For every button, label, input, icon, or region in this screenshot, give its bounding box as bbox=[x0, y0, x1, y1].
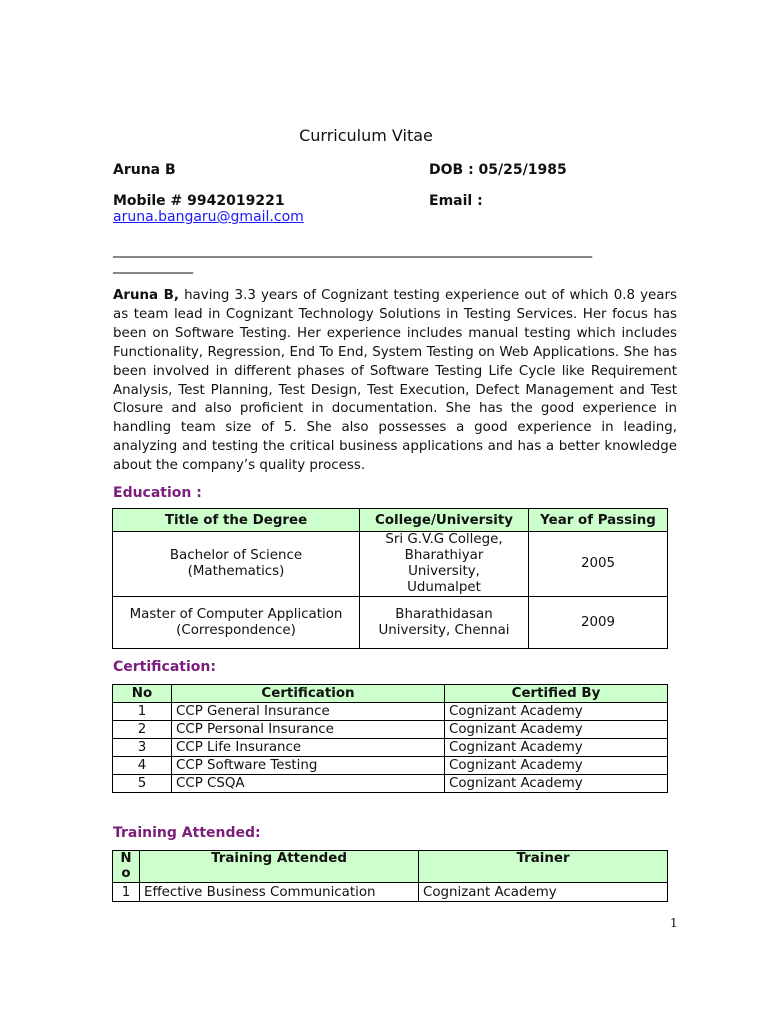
college-line: Bharathidasan bbox=[395, 606, 493, 622]
column-header-no-line: N bbox=[120, 851, 132, 866]
column-header: College/University bbox=[360, 509, 529, 532]
trainer-cell: Cognizant Academy bbox=[419, 883, 668, 902]
table-row bbox=[113, 703, 668, 721]
number-cell: 4 bbox=[113, 757, 172, 775]
email-link[interactable]: aruna.bangaru@gmail.com bbox=[113, 209, 304, 225]
degree-cell bbox=[113, 532, 360, 597]
separator-line: ________________________________________________________________________ bbox=[113, 242, 592, 258]
certified-by-cell: Cognizant Academy bbox=[445, 739, 668, 757]
education-table bbox=[112, 508, 668, 649]
number-cell: 3 bbox=[113, 739, 172, 757]
degree-line: (Mathematics) bbox=[187, 564, 285, 579]
table-row bbox=[113, 721, 668, 739]
candidate-name: Aruna B bbox=[113, 162, 176, 178]
year-cell: 2009 bbox=[529, 597, 668, 649]
degree-line: Bachelor of Science bbox=[169, 548, 303, 563]
education-heading: Education : bbox=[113, 485, 202, 501]
certified-by-cell: Cognizant Academy bbox=[445, 721, 668, 739]
table-row bbox=[113, 775, 668, 793]
email-label: Email : bbox=[429, 193, 483, 209]
column-header: No bbox=[113, 685, 172, 703]
table-header-row bbox=[113, 509, 668, 532]
certification-heading: Certification: bbox=[113, 659, 216, 675]
table-row bbox=[113, 739, 668, 757]
number-cell: 5 bbox=[113, 775, 172, 793]
summary-text: having 3.3 years of Cognizant testing experience out of which 0.8 years as team lead in Cognizant Technology Solutions in Testing Services. Her focus has been on Software Testing. Her experience includes manual testing which includes Functionality, Regression, End To End, System Testing on Web Applications. She has been involved in different phases of Software Testing Life Cycle like Requirement Analysis, Test Planning, Test Design, Test Execution, Defect Management and Test Closure and also proficient in documentation. She has the good experience in handling team size of 5. She also possesses a good experience in leading, analyzing and testing the critical business applications and has a better knowledge about the company’s quality process. bbox=[113, 288, 677, 474]
page-number: 1 bbox=[670, 916, 678, 930]
certification-cell: CCP Life Insurance bbox=[172, 739, 445, 757]
college-line: Sri G.V.G College, bbox=[385, 532, 503, 547]
column-header: Title of the Degree bbox=[113, 509, 360, 532]
college-line: Bharathiyar bbox=[404, 548, 484, 563]
mobile-number: Mobile # 9942019221 bbox=[113, 193, 285, 209]
degree-cell bbox=[113, 597, 360, 649]
training-table bbox=[112, 850, 668, 902]
degree-line: (Correspondence) bbox=[176, 622, 296, 638]
profile-summary bbox=[113, 287, 677, 476]
column-header-no bbox=[113, 851, 140, 883]
number-cell: 2 bbox=[113, 721, 172, 739]
table-row bbox=[113, 883, 668, 902]
column-header: Certified By bbox=[445, 685, 668, 703]
college-cell bbox=[360, 532, 529, 597]
college-line: University, Chennai bbox=[378, 622, 510, 638]
college-line: University, bbox=[408, 564, 480, 579]
training-cell: Effective Business Communication bbox=[140, 883, 419, 902]
college-line: Udumalpet bbox=[407, 580, 481, 595]
separator-line-continued: ____________ bbox=[113, 258, 193, 274]
number-cell: 1 bbox=[113, 703, 172, 721]
table-row bbox=[113, 757, 668, 775]
certification-cell: CCP Software Testing bbox=[172, 757, 445, 775]
column-header: Certification bbox=[172, 685, 445, 703]
college-cell bbox=[360, 597, 529, 649]
certification-table bbox=[112, 684, 668, 793]
certified-by-cell: Cognizant Academy bbox=[445, 703, 668, 721]
table-row bbox=[113, 532, 668, 597]
year-cell: 2005 bbox=[529, 532, 668, 597]
training-heading: Training Attended: bbox=[113, 825, 261, 841]
table-header-row bbox=[113, 851, 668, 883]
column-header-no-line: o bbox=[121, 866, 131, 881]
column-header: Year of Passing bbox=[529, 509, 668, 532]
certification-cell: CCP Personal Insurance bbox=[172, 721, 445, 739]
date-of-birth: DOB : 05/25/1985 bbox=[429, 162, 567, 178]
certified-by-cell: Cognizant Academy bbox=[445, 757, 668, 775]
certification-cell: CCP General Insurance bbox=[172, 703, 445, 721]
table-row bbox=[113, 597, 668, 649]
certified-by-cell: Cognizant Academy bbox=[445, 775, 668, 793]
column-header: Trainer bbox=[419, 851, 668, 883]
degree-line: Master of Computer Application bbox=[129, 606, 343, 622]
number-cell: 1 bbox=[113, 883, 140, 902]
certification-cell: CCP CSQA bbox=[172, 775, 445, 793]
page-title: Curriculum Vitae bbox=[299, 126, 433, 145]
table-header-row bbox=[113, 685, 668, 703]
summary-name: Aruna B, bbox=[113, 288, 179, 303]
column-header: Training Attended bbox=[140, 851, 419, 883]
